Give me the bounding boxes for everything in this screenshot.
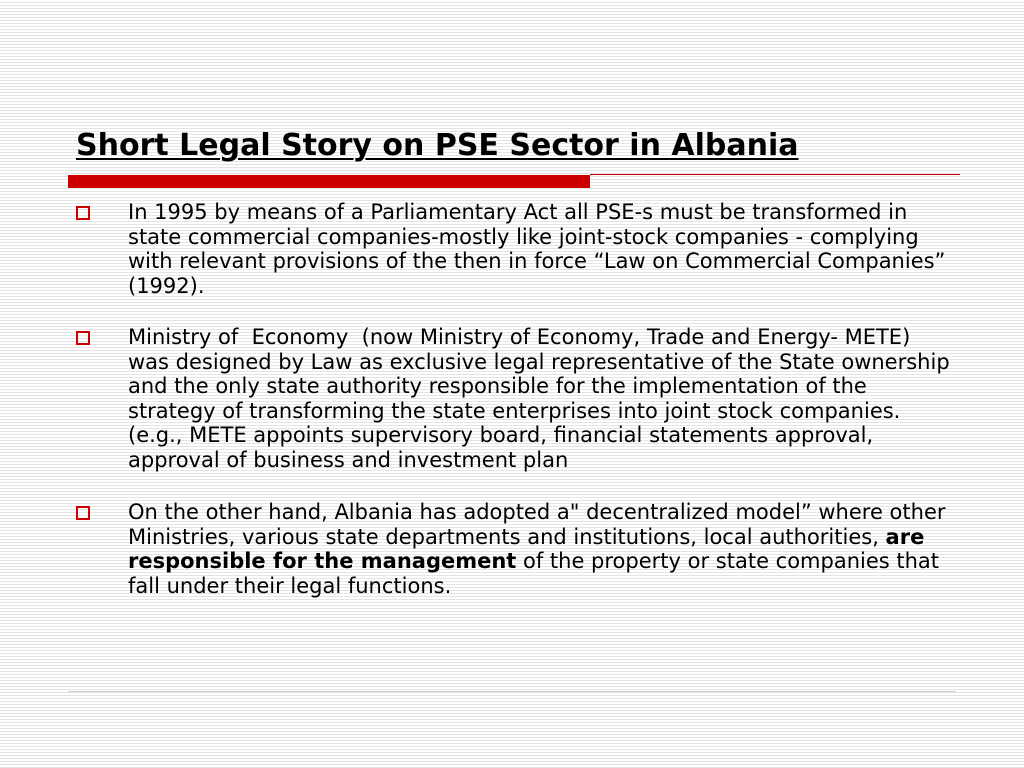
bullet-item-1 [76, 200, 956, 298]
bullet-item-2 [76, 325, 956, 472]
footer-divider [68, 691, 956, 692]
bullet-text-2: Ministry of Economy (now Ministry of Economy, Trade and Energy- METE) was designed by Law as exclusive legal representative of the State ownership and the only state authority responsible for the implementation of the strategy of transforming the state enterprises into joint stock companies. (e.g., METE appoints supervisory board, financial statements approval, approval of business and investment plan [128, 325, 957, 472]
hollow-square-icon [76, 331, 90, 345]
bullet-text-3-emphasis: are responsible for the management [128, 524, 925, 573]
bullet-list [76, 200, 956, 598]
bullet-text-3-end: of the property or state companies that fall under their legal functions. [128, 549, 940, 598]
hollow-square-icon [76, 206, 90, 220]
bullet-item-3 [76, 500, 956, 598]
hollow-square-icon [76, 506, 90, 520]
bullet-text-3-intro: On the other hand, Albania has adopted a" decentralized model” where other Ministries, various state departments and institutions, local authorities, [128, 500, 946, 549]
title-accent-bar [68, 175, 590, 188]
bullet-text-1: In 1995 by means of a Parliamentary Act all PSE-s must be transformed in state commercial companies-mostly like joint-stock companies - complying with relevant provisions of the then in force “Law on Commercial Companies” (1992). [128, 200, 946, 298]
bullet-text-3 [128, 500, 946, 598]
slide-title: Short Legal Story on PSE Sector in Albania [76, 128, 799, 163]
title-underline-rule [590, 174, 960, 175]
